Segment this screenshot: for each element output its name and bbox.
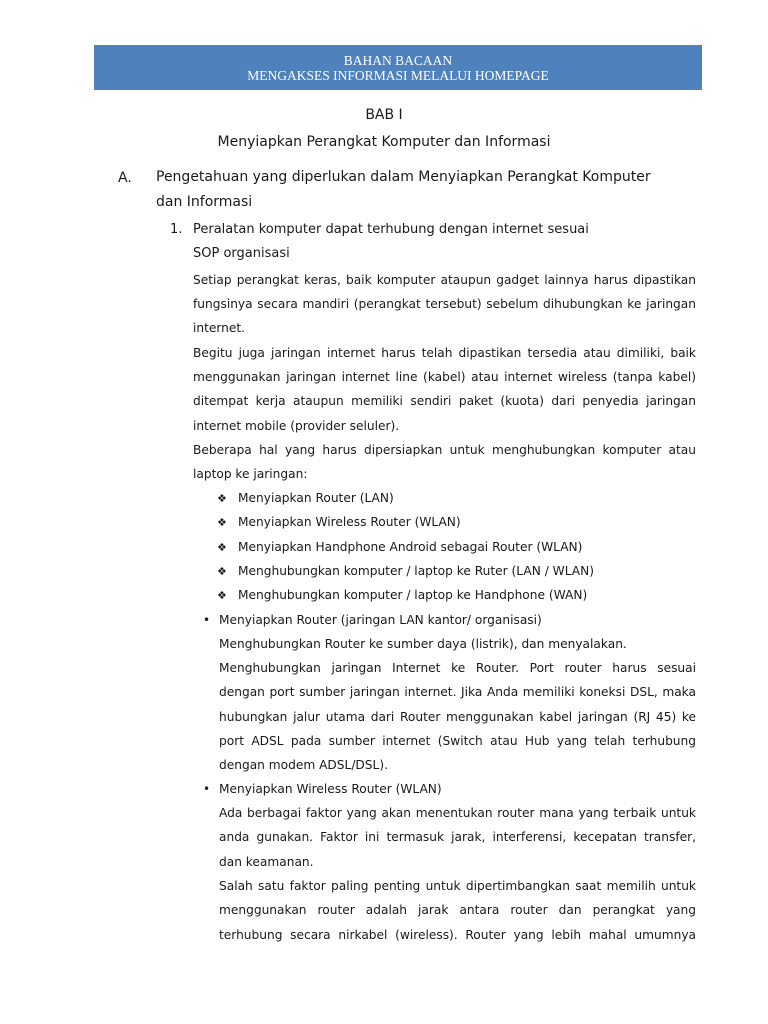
paragraph-line: laptop ke jaringan: <box>193 467 308 481</box>
diamond-bullet-icon: ❖ <box>217 541 227 554</box>
list-item: Menyiapkan Handphone Android sebagai Router (WLAN) <box>238 540 583 554</box>
diamond-bullet-icon: ❖ <box>217 516 227 529</box>
diamond-bullet-icon: ❖ <box>217 565 227 578</box>
paragraph-line: Begitu juga jaringan internet harus telah dipastikan tersedia atau dimiliki, baik <box>193 346 696 360</box>
paragraph-line: menggunakan jaringan internet line (kabel) atau internet wireless (tanpa kabel) <box>193 370 696 384</box>
chapter-number: BAB I <box>365 107 403 123</box>
paragraph-line: dengan modem ADSL/DSL). <box>219 758 388 772</box>
paragraph-line: dan keamanan. <box>219 855 314 869</box>
list-item: Menghubungkan komputer / laptop ke Ruter (LAN / WLAN) <box>238 564 595 578</box>
paragraph-line: internet mobile (provider seluler). <box>193 419 400 433</box>
list-item: Menghubungkan komputer / laptop ke Handphone (WAN) <box>238 588 588 602</box>
list-item: Menyiapkan Wireless Router (WLAN) <box>238 515 461 529</box>
document-header-banner <box>94 45 702 90</box>
section-letter: A. <box>118 170 132 186</box>
paragraph-line: port ADSL pada sumber internet (Switch atau Hub yang telah terhubung <box>219 734 696 748</box>
paragraph-line: terhubung secara nirkabel (wireless). Router yang lebih mahal umumnya <box>219 928 696 942</box>
paragraph-line: Menghubungkan Router ke sumber daya (listrik), dan menyalakan. <box>219 637 627 651</box>
paragraph-line: ditempat kerja ataupun memiliki sendiri paket (kuota) dari penyedia jaringan <box>193 394 696 408</box>
paragraph-line: Setiap perangkat keras, baik komputer ataupun gadget lainnya harus dipastikan <box>193 273 696 287</box>
section-title-line: dan Informasi <box>156 194 253 210</box>
banner-subtitle: MENGAKSES INFORMASI MELALUI HOMEPAGE <box>247 68 549 83</box>
bullet-dot-icon: • <box>203 613 211 627</box>
bullet-title: Menyiapkan Router (jaringan LAN kantor/ organisasi) <box>219 613 542 627</box>
bullet-title: Menyiapkan Wireless Router (WLAN) <box>219 782 442 796</box>
diamond-bullet-icon: ❖ <box>217 492 227 505</box>
paragraph-line: fungsinya secara mandiri (perangkat tersebut) sebelum dihubungkan ke jaringan <box>193 297 696 311</box>
section-title <box>156 165 716 215</box>
paragraph-line: Menghubungkan jaringan Internet ke Router. Port router harus sesuai <box>219 661 696 675</box>
chapter-title: Menyiapkan Perangkat Komputer dan Informasi <box>217 134 551 150</box>
paragraph-line: internet. <box>193 321 246 335</box>
paragraph-line: Ada berbagai faktor yang akan menentukan router mana yang terbaik untuk <box>219 806 696 820</box>
paragraph-line: menggunakan router adalah jarak antara router dan perangkat yang <box>219 903 696 917</box>
paragraph-line: dengan port sumber jaringan internet. Jika Anda memiliki koneksi DSL, maka <box>219 685 696 699</box>
item-title-line: SOP organisasi <box>193 246 290 261</box>
item-number: 1. <box>170 222 183 237</box>
section-title-line: Pengetahuan yang diperlukan dalam Menyiapkan Perangkat Komputer <box>156 169 651 185</box>
paragraph-line: Beberapa hal yang harus dipersiapkan untuk menghubungkan komputer atau <box>193 443 696 457</box>
diamond-bullet-icon: ❖ <box>217 589 227 602</box>
paragraph-line: anda gunakan. Faktor ini termasuk jarak, interferensi, kecepatan transfer, <box>219 830 696 844</box>
item-title-line: Peralatan komputer dapat terhubung dengan internet sesuai <box>193 222 589 237</box>
paragraph-line: Salah satu faktor paling penting untuk dipertimbangkan saat memilih untuk <box>219 879 696 893</box>
list-item: Menyiapkan Router (LAN) <box>238 491 394 505</box>
bullet-dot-icon: • <box>203 782 211 796</box>
banner-title: BAHAN BACAAN <box>343 53 453 68</box>
paragraph-line: hubungkan jalur utama dari Router menggunakan kabel jaringan (RJ 45) ke <box>219 710 696 724</box>
